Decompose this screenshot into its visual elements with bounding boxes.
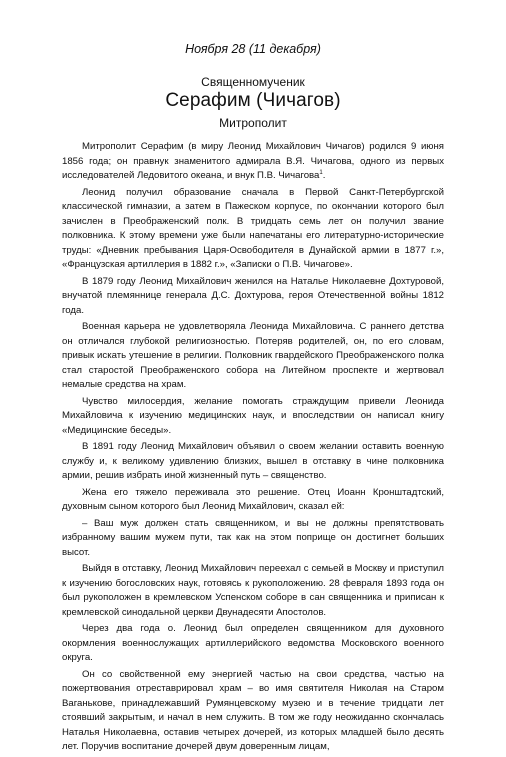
saint-role: Митрополит [219,116,287,130]
paragraph: Он со свойственной ему энергией частью на свои средства, частью на пожертвования отреставрировал храм – во имя святителя Николая на Старом Ваганькове, принадлежавший Румянцевскому музею и в течение тридцати лет стоявший закрытым, и начал в нем служить. В том же году неожиданно скончалась Наталья Николаевна, оставив четырех дочерей, из которых младшей было десять лет. Поручив воспитание дочерей двум доверенным лицам, [62,668,444,752]
paragraph: Жена его тяжело переживала это решение. Отец Иоанн Кронштадтский, духовным сыном которого был Леонид Михайлович, сказал ей: [62,486,444,512]
paragraph: В 1891 году Леонид Михайлович объявил о своем желании оставить военную службу и, к великому удивлению близких, вышел в отставку в чине полковника армии, решив избрать иной жизненный путь – священство. [62,441,444,481]
paragraph: Через два года о. Леонид был определен священником для духовного окормления военнослужащих артиллерийского ведомства Московского военного округа. [62,623,444,663]
paragraph-text: Митрополит Серафим (в миру Леонид Михайлович Чичагов) родился 9 июня 1856 года; он правнук знаменитого адмирала В.Я. Чичагова, одного из первых исследователей Ледовитого океана, и внук П.В. Чичагова [62,141,444,181]
feast-date: Ноября 28 (11 декабря) [185,42,321,56]
footnote-marker[interactable]: 1 [319,169,323,176]
paragraph: Выйдя в отставку, Леонид Михайлович переехал с семьей в Москву и приступил к изучению богословских наук, готовясь к рукоположению. 28 февраля 1893 года он был рукоположен в кремлевском Успенском соборе в сан священника и приписан к кремлевской синодальной церкви Двунадесяти Апостолов. [62,563,444,618]
paragraph: Леонид получил образование сначала в Первой Санкт-Петербургской классической гимназии, а затем в Пажеском корпусе, по окончании которого был зачислен в Преображенский полк. В тридцать семь лет он получил звание полковника. К этому времени уже были напечатаны его литературно-исторические труды: «Дневник пребывания Царя-Освободителя в Дунайской армии в 1877 г.», «Французская артиллерия в 1882 г.», «Записки о П.В. Чичагове». [62,186,444,270]
paragraph: Чувство милосердия, желание помогать страждущим привели Леонида Михайловича к изучению медицинских наук, и впоследствии он написал книгу «Медицинские беседы». [62,395,444,436]
paragraph-end: . [322,170,326,181]
paragraph: В 1879 году Леонид Михайлович женился на Наталье Николаевне Дохтуровой, внучатой племяннице генерала Д.С. Дохтурова, героя Отечественной войны 1812 года. [62,275,444,316]
biography-text [62,140,444,757]
paragraph [62,140,444,184]
quote-paragraph: – Ваш муж должен стать священником, и вы не должны препятствовать избранному вашим мужем пути, так как на этом поприще он достигнет больших высот. [62,517,444,558]
saint-rank: Священномученик [201,75,305,89]
paragraph: Военная карьера не удовлетворяла Леонида Михайловича. С раннего детства он отличался глубокой религиозностью. Потеряв родителей, он, по его словам, привык искать утешение в религии. Полковник гвардейского Преображенского полка стал старостой Преображенского собора на Литейном проспекте и жертвовал немалые средства на храм. [62,321,444,390]
saint-name: Серафим (Чичагов) [165,90,341,111]
